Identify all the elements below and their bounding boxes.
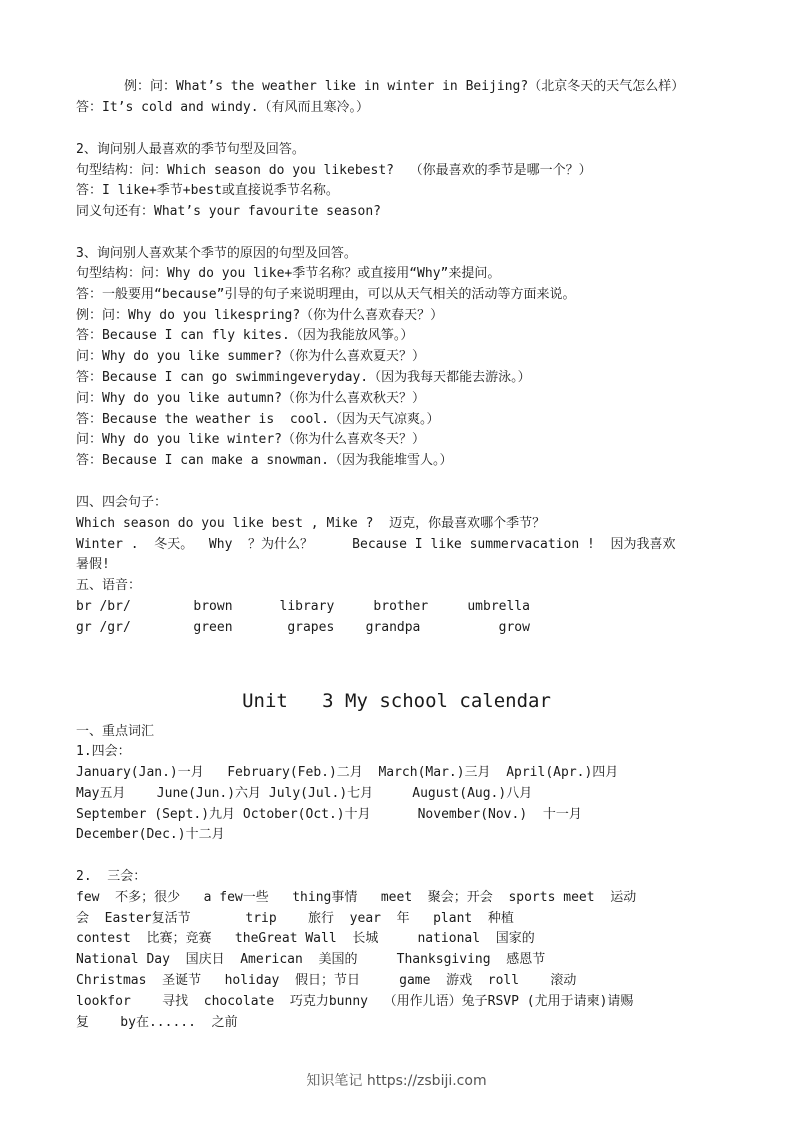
months-line: September (Sept.)九月 October(Oct.)十月 November(Nov.) 十一月 bbox=[76, 807, 582, 822]
section-2-answer: 答：I like+季节+best或直接说季节名称。 bbox=[76, 183, 339, 198]
section-3-line: 答：Because I can make a snowman.（因为我能堆雪人。） bbox=[76, 453, 453, 468]
sentence-line: Winter . 冬天。 Why ？为什么？ Because I like summervacation ! 因为我喜欢 bbox=[76, 537, 676, 552]
section-3-line: 答：Because I can go swimmingeveryday.（因为我每天都能去游泳。） bbox=[76, 370, 531, 385]
section-2-synonym: 同义句还有：What’s your favourite season? bbox=[76, 204, 381, 219]
vocab-line: few 不多；很少 a few一些 thing事情 meet 聚会；开会 sports meet 运动 bbox=[76, 890, 637, 905]
months-line: May五月 June(Jun.)六月 July(Jul.)七月 August(Aug.)八月 bbox=[76, 786, 533, 801]
sentence-line: 暑假! bbox=[76, 557, 110, 572]
vocab-line: 会 Easter复活节 trip 旅行 year 年 plant 种植 bbox=[76, 911, 514, 926]
section-2-heading: 2、询问别人最喜欢的季节句型及回答。 bbox=[76, 142, 305, 157]
section-3-structure: 句型结构：问：Why do you like+季节名称？或直接用“Why”来提问。 bbox=[76, 266, 501, 281]
section-3-heading: 3、询问别人喜欢某个季节的原因的句型及回答。 bbox=[76, 246, 357, 261]
three-skills-label: 2. 三会： bbox=[76, 869, 147, 884]
section-3-line: 问：Why do you like summer?（你为什么喜欢夏天？） bbox=[76, 349, 426, 364]
section-3-line: 例：问：Why do you likespring?（你为什么喜欢春天？） bbox=[76, 308, 444, 323]
months-line: January(Jan.)一月 February(Feb.)二月 March(Mar.)三月 April(Apr.)四月 bbox=[76, 765, 619, 780]
section-3-line: 答：Because I can fly kites.（因为我能放风筝。） bbox=[76, 328, 414, 343]
sentence-line: Which season do you like best , Mike ? 迈克，你最喜欢哪个季节？ bbox=[76, 516, 546, 531]
unit-title: Unit 3 My school calendar bbox=[242, 690, 551, 712]
section-4-heading: 四、四会句子： bbox=[76, 495, 168, 510]
vocab-line: Christmas 圣诞节 holiday 假日；节日 game 游戏 roll 滚动 bbox=[76, 973, 577, 988]
section-2-structure: 句型结构：问：Which season do you likebest? （你最喜欢的季节是哪一个？） bbox=[76, 163, 592, 178]
vocab-line: lookfor 寻找 chocolate 巧克力bunny （用作儿语）兔子RSVP (尤用于请柬)请赐 bbox=[76, 994, 634, 1009]
vocab-heading: 一、重点词汇 bbox=[76, 724, 155, 739]
weather-example-question: 例：问：What’s the weather like in winter in Beijing?（北京冬天的天气怎么样） bbox=[124, 79, 685, 94]
section-3-line: 答：Because the weather is cool.（因为天气凉爽。） bbox=[76, 412, 440, 427]
vocab-line: contest 比赛；竞赛 theGreat Wall 长城 national 国家的 bbox=[76, 931, 535, 946]
footer-watermark bbox=[0, 1071, 793, 1091]
section-5-heading: 五、语音： bbox=[76, 578, 142, 593]
section-3-line: 问：Why do you like winter?（你为什么喜欢冬天？） bbox=[76, 432, 426, 447]
four-skills-label: 1.四会： bbox=[76, 744, 131, 759]
vocab-line: 复 by在...... 之前 bbox=[76, 1015, 238, 1030]
vocab-line: National Day 国庆日 American 美国的 Thanksgiving 感恩节 bbox=[76, 952, 546, 967]
phonics-gr-row: gr /gr/ green grapes grandpa grow bbox=[76, 620, 530, 635]
months-line: December(Dec.)十二月 bbox=[76, 827, 225, 842]
section-3-answer: 答：一般要用“because”引导的句子来说明理由，可以从天气相关的活动等方面来说。 bbox=[76, 287, 576, 302]
footer-site-link[interactable]: 知识笔记 https://zsbiji.com bbox=[306, 1073, 487, 1089]
phonics-br-row: br /br/ brown library brother umbrella bbox=[76, 599, 530, 614]
weather-example-answer: 答：It’s cold and windy.（有风而且寒冷。） bbox=[76, 100, 370, 115]
section-3-line: 问：Why do you like autumn?（你为什么喜欢秋天？） bbox=[76, 391, 426, 406]
